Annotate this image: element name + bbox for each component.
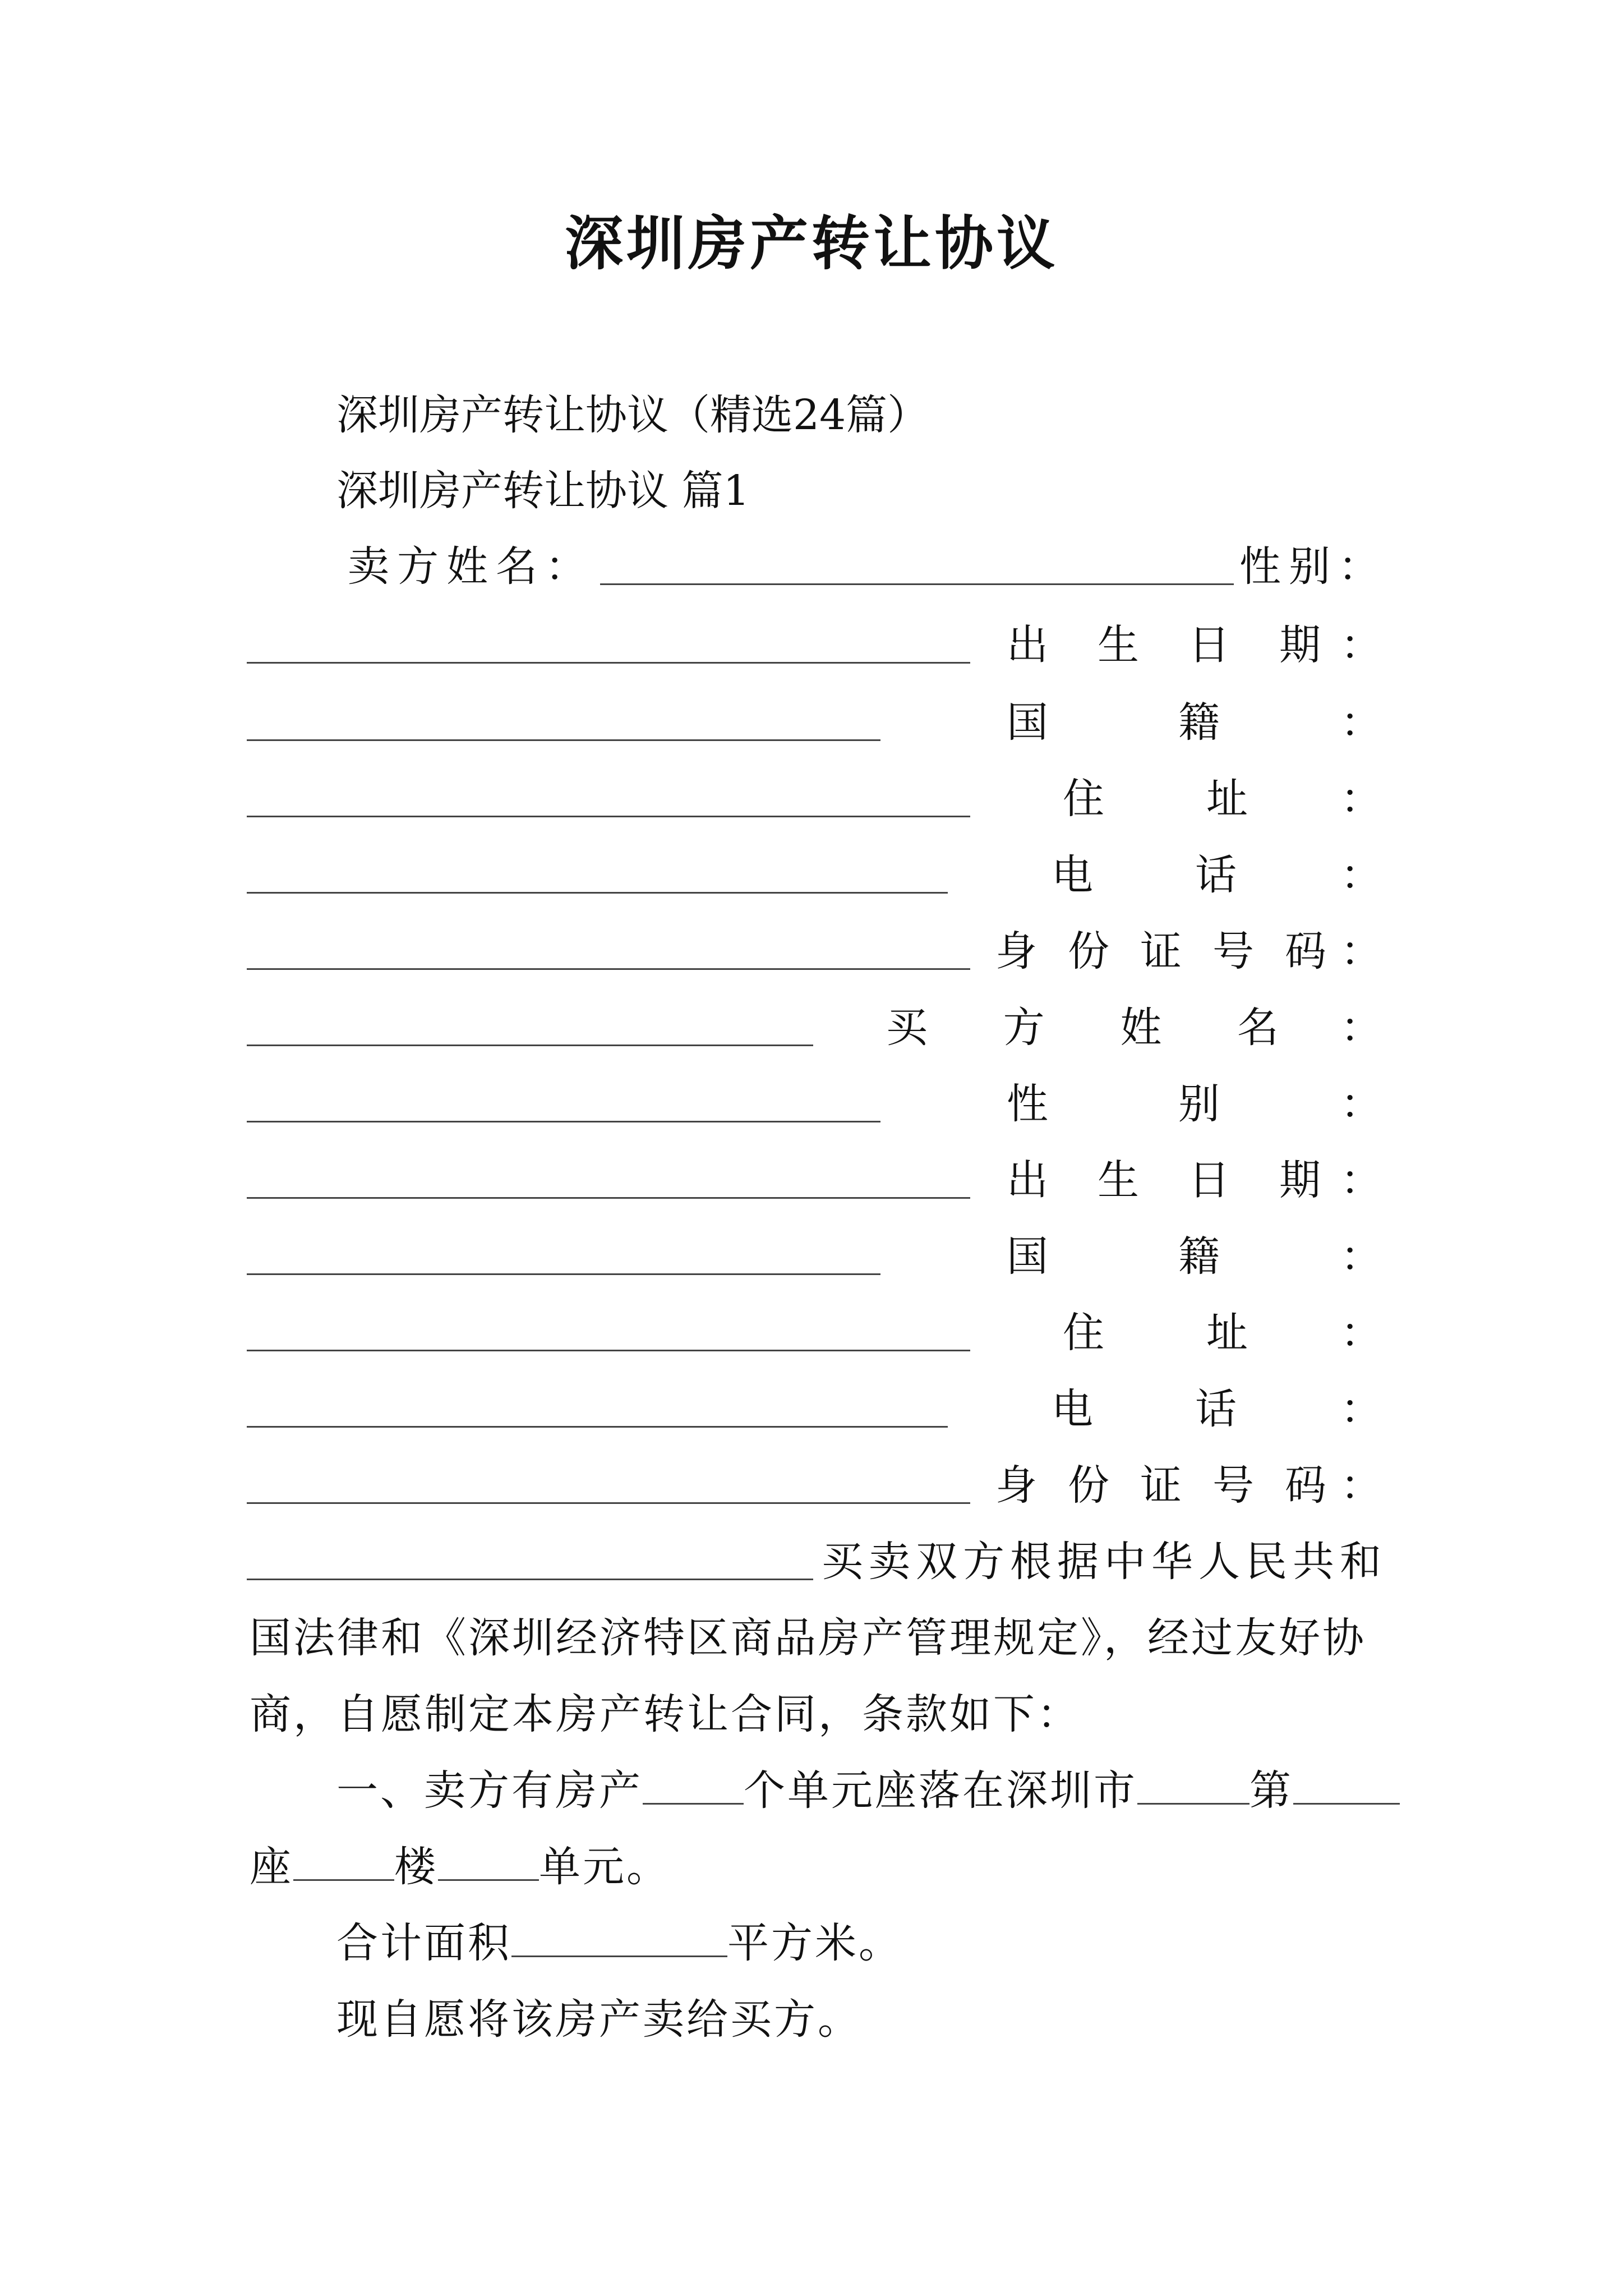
- buyer-name-blank: [247, 1121, 880, 1122]
- label-char: 性: [1007, 1080, 1048, 1128]
- label-char: 出: [1007, 1156, 1048, 1204]
- intro-line-2: 国法律和《深圳经济特区商品房产管理规定》，经过友好协: [250, 1614, 1366, 1662]
- clause-1-line-1: [336, 1763, 1400, 1819]
- buyer-birthdate-label: [1007, 1152, 1321, 1208]
- seller-birthdate-blank: [247, 739, 880, 741]
- intro-line-3: 商，自愿制定本房产转让合同，条款如下：: [250, 1690, 1081, 1738]
- floor-blank: [438, 1840, 539, 1881]
- colon: ：: [1340, 1004, 1382, 1052]
- district-blank: [1137, 1764, 1249, 1805]
- colon: ：: [1340, 1232, 1382, 1281]
- label-char: 出: [1007, 621, 1048, 669]
- label-char: 址: [1206, 775, 1248, 823]
- colon: ：: [1340, 1309, 1382, 1357]
- label-char: 份: [1068, 927, 1109, 976]
- label-char: 名: [1237, 1004, 1279, 1052]
- seller-id-label: [995, 923, 1326, 979]
- seller-address-label: [1063, 771, 1248, 827]
- label-char: 别: [1178, 1080, 1220, 1128]
- section-heading: 深圳房产转让协议 篇1: [336, 467, 750, 515]
- seller-phone-label: [1052, 847, 1237, 903]
- clause-1-text-f: 单元。: [539, 1843, 670, 1891]
- intro-tail: 买卖双方根据中华人民共和: [822, 1538, 1387, 1586]
- label-char: 电: [1052, 851, 1093, 899]
- buyer-id-blank: [247, 1579, 813, 1580]
- block-blank: [293, 1840, 394, 1881]
- label-char: 日: [1188, 1156, 1230, 1204]
- label-char: 址: [1206, 1309, 1248, 1357]
- label-char: 份: [1068, 1461, 1109, 1510]
- label-char: 号: [1212, 927, 1254, 976]
- label-char: 住: [1063, 775, 1104, 823]
- clause-1-text-e: 楼: [394, 1843, 438, 1891]
- buyer-nationality-blank: [247, 1350, 970, 1351]
- seller-phone-blank: [247, 968, 970, 970]
- seller-birthdate-label: [1007, 617, 1321, 673]
- colon: ：: [1340, 927, 1382, 976]
- label-char: 话: [1195, 1385, 1237, 1433]
- buyer-birthdate-blank: [247, 1273, 880, 1275]
- label-char: 号: [1212, 1461, 1254, 1510]
- building-blank: [1293, 1764, 1400, 1805]
- document-title: 深圳房产转让协议: [564, 209, 1058, 278]
- label-char: 住: [1063, 1309, 1104, 1357]
- label-char: 身: [995, 927, 1037, 976]
- seller-name-blank: [600, 583, 1234, 585]
- area-text-a: 合计面积: [336, 1919, 511, 1967]
- colon: ：: [1340, 1080, 1382, 1128]
- seller-id-blank: [247, 1045, 813, 1046]
- buyer-gender-blank: [247, 1197, 970, 1199]
- label-char: 码: [1285, 927, 1326, 976]
- area-text-b: 平方米。: [727, 1919, 902, 1967]
- seller-gender-label: 性别：: [1239, 542, 1387, 591]
- label-char: 证: [1140, 1461, 1182, 1510]
- label-char: 生: [1098, 1156, 1139, 1204]
- seller-gender-blank: [247, 662, 970, 664]
- label-char: 电: [1052, 1385, 1093, 1433]
- buyer-phone-label: [1052, 1381, 1237, 1437]
- colon: ：: [1340, 1156, 1382, 1204]
- label-char: 话: [1195, 851, 1237, 899]
- label-char: 籍: [1178, 698, 1220, 747]
- label-char: 国: [1007, 1232, 1048, 1281]
- clause-1-text-c: 第: [1249, 1766, 1293, 1815]
- label-char: 证: [1140, 927, 1182, 976]
- colon: ：: [1340, 775, 1382, 823]
- label-char: 方: [1003, 1004, 1045, 1052]
- buyer-address-blank: [247, 1426, 948, 1428]
- clause-1-text-d: 座: [250, 1843, 293, 1891]
- label-char: 期: [1279, 621, 1321, 669]
- colon: ：: [1340, 698, 1382, 747]
- clause-1-line-2: [250, 1839, 670, 1895]
- label-char: 籍: [1178, 1232, 1220, 1281]
- colon: ：: [1340, 1385, 1382, 1433]
- seller-nationality-blank: [247, 816, 970, 817]
- buyer-address-label: [1063, 1305, 1248, 1361]
- seller-name-label: 卖方姓名：: [348, 542, 594, 591]
- buyer-nationality-label: [1007, 1228, 1220, 1285]
- unit-count-blank: [643, 1764, 744, 1805]
- buyer-name-label: [886, 1000, 1279, 1056]
- document-subtitle: 深圳房产转让协议（精选24篇）: [336, 391, 929, 439]
- seller-address-blank: [247, 892, 948, 894]
- area-blank: [511, 1916, 727, 1957]
- clause-1-text-a: 一、卖方有房产: [336, 1766, 643, 1815]
- area-line: [336, 1915, 902, 1971]
- colon: ：: [1340, 1461, 1382, 1510]
- buyer-gender-label: [1007, 1076, 1220, 1132]
- label-char: 码: [1285, 1461, 1326, 1510]
- label-char: 买: [886, 1004, 928, 1052]
- label-char: 姓: [1120, 1004, 1162, 1052]
- colon: ：: [1340, 621, 1382, 669]
- label-char: 日: [1188, 621, 1230, 669]
- buyer-id-label: [995, 1457, 1326, 1513]
- buyer-phone-blank: [247, 1502, 970, 1504]
- colon: ：: [1340, 851, 1382, 899]
- label-char: 期: [1279, 1156, 1321, 1204]
- label-char: 生: [1098, 621, 1139, 669]
- clause-1-text-b: 个单元座落在深圳市: [744, 1766, 1137, 1815]
- label-char: 身: [995, 1461, 1037, 1510]
- sale-statement: 现自愿将该房产卖给买方。: [336, 1995, 861, 2044]
- seller-nationality-label: [1007, 694, 1220, 751]
- label-char: 国: [1007, 698, 1048, 747]
